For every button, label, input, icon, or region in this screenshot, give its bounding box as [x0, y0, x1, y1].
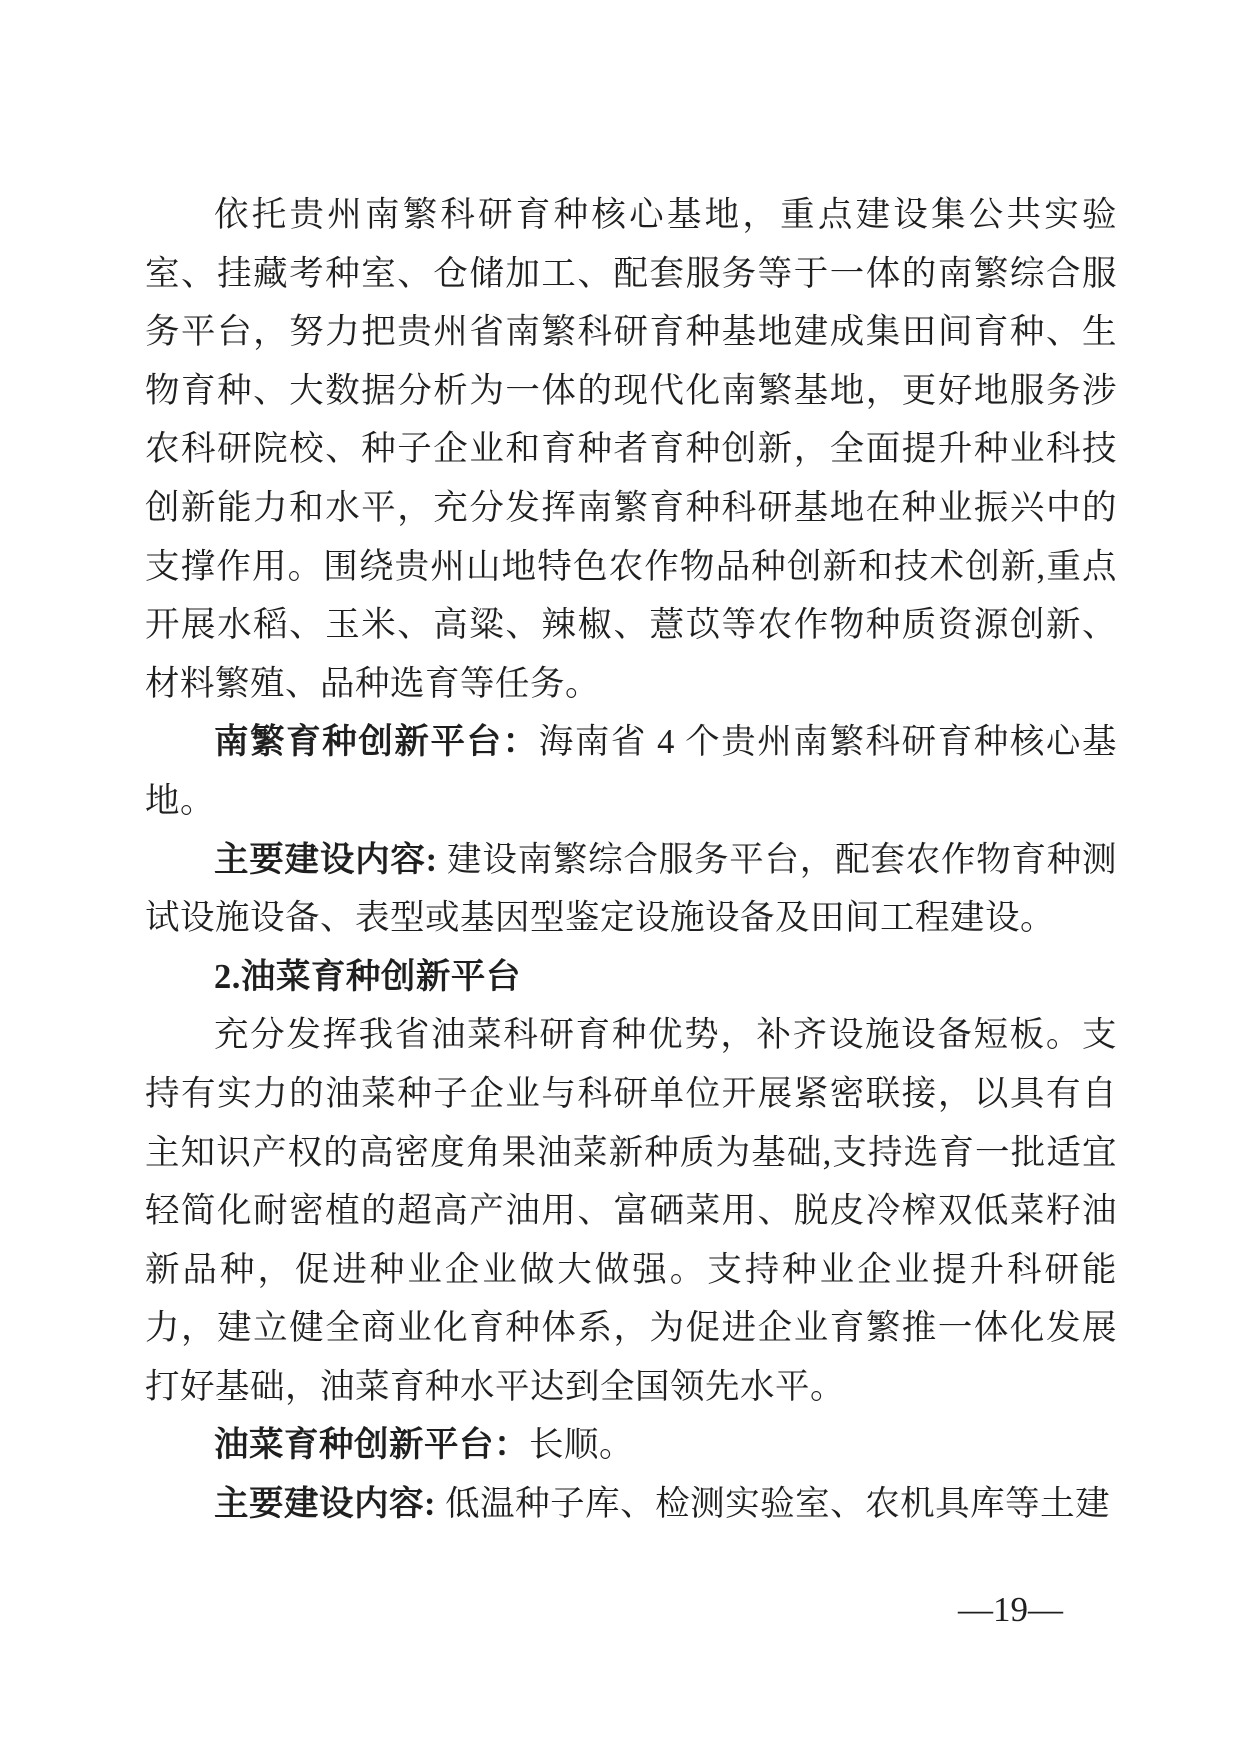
- page-number: —19—: [958, 1590, 1063, 1629]
- paragraph-nanfan-base-overview: 依托贵州南繁科研育种核心基地，重点建设集公共实验室、挂藏考种室、仓储加工、配套服务等于一体的南繁综合服务平台，努力把贵州省南繁科研育种基地建成集田间育种、生物育种、大数据分析为一体的现代化南繁基地，更好地服务涉农科研院校、种子企业和育种者育种创新，全面提升种业科技创新能力和水平，充分发挥南繁育种科研基地在种业振兴中的支撑作用。围绕贵州山地特色农作物品种创新和技术创新,重点开展水稻、玉米、高粱、辣椒、薏苡等农作物种质资源创新、材料繁殖、品种选育等任务。: [145, 196, 1117, 703]
- paragraph-nanfan-platform: [145, 713, 1117, 830]
- paragraph-label-rapeseed-construction: 主要建设内容:: [214, 1485, 446, 1524]
- paragraph-nanfan-construction: [145, 831, 1117, 948]
- paragraph-rapeseed-construction: [145, 1475, 1117, 1534]
- paragraph-text-nanfan-platform: 海南省 4 个贵州南繁科研育种核心基地。: [145, 723, 1118, 820]
- paragraph-text-rapeseed-platform: 长顺。: [529, 1426, 634, 1465]
- paragraph-text-nanfan-construction: 建设南繁综合服务平台，配套农作物育种测试设施设备、表型或基因型鉴定设施设备及田间工程建设。: [145, 840, 1117, 938]
- paragraph-label-nanfan-construction: 主要建设内容:: [214, 840, 448, 879]
- paragraph-label-rapeseed-platform: 油菜育种创新平台：: [214, 1426, 529, 1465]
- paragraph-rapeseed-overview: 充分发挥我省油菜科研育种优势，补齐设施设备短板。支持有实力的油菜种子企业与科研单位开展紧密联接，以具有自主知识产权的高密度角果油菜新种质为基础,支持选育一批适宜轻简化耐密植的超高产油用、富硒菜用、脱皮冷榨双低菜籽油新品种，促进种业企业做大做强。支持种业企业提升科研能力，建立健全商业化育种体系，为促进企业育繁推一体化发展打好基础，油菜育种水平达到全国领先水平。: [145, 1016, 1117, 1406]
- paragraph-rapeseed-platform: [145, 1416, 1117, 1475]
- paragraph-text-rapeseed-construction: 低温种子库、检测实验室、农机具库等土建: [445, 1485, 1111, 1524]
- section-heading-rapeseed-platform: 2.油菜育种创新平台: [214, 957, 521, 996]
- paragraph-label-nanfan-platform: 南繁育种创新平台：: [214, 723, 539, 762]
- document-body: [145, 186, 1117, 1534]
